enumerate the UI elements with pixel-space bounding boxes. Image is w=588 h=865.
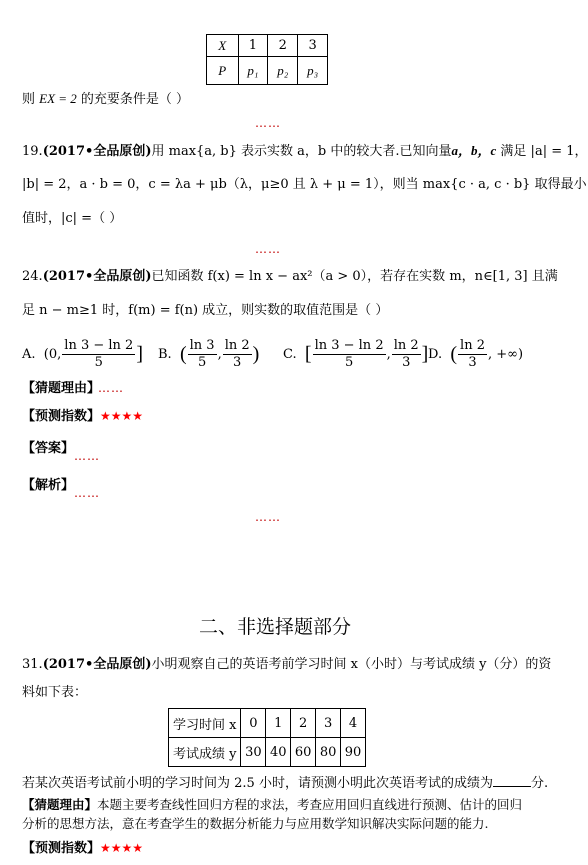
ellipsis-placeholder: …… <box>74 449 100 463</box>
table-cell: p₁ <box>238 57 268 85</box>
table-cell: 3 <box>316 709 341 738</box>
star-rating: ★★★★ <box>100 841 144 855</box>
analysis-label: 【解析】 <box>22 478 75 493</box>
question-source: (2017•全品原创) <box>42 144 152 159</box>
question-19-line-2: |b| = 2，a · b = 0，c = λa + μb（λ，μ≥0 且 λ + μ = 1），则当 max{c · a, c · b} 取得最小 <box>22 177 587 192</box>
table-cell: p₂ <box>268 57 298 85</box>
distribution-table <box>206 34 328 85</box>
table-cell: 4 <box>341 709 366 738</box>
table-cell: 1 <box>266 709 291 738</box>
option-d[interactable]: D. ( $\frac{\ln 2}{3}$ , +∞) <box>428 338 524 370</box>
reason-label: 【猜题理由】 <box>22 381 101 396</box>
ellipsis-divider: …… <box>255 510 281 524</box>
index-label: 【预测指数】★★★★ <box>22 841 144 856</box>
table-cell: 2 <box>291 709 316 738</box>
answer-blank[interactable] <box>493 772 531 787</box>
ellipsis-divider: …… <box>255 242 281 256</box>
reason-line-2: 分析的思想方法，意在考查学生的数据分析能力与应用数学知识解决实际问题的能力. <box>22 816 489 831</box>
question-number: 24. <box>22 269 43 284</box>
table-cell: 90 <box>341 738 366 767</box>
ellipsis-placeholder: …… <box>98 381 124 395</box>
ellipsis-placeholder: …… <box>74 486 100 500</box>
question-number: 19. <box>22 144 43 159</box>
answer-label: 【答案】 <box>22 441 75 456</box>
table-cell: 60 <box>291 738 316 767</box>
study-score-table <box>168 708 366 767</box>
question-31-line-1: 31.(2017•全品原创)小明观察自己的英语考前学习时间 x（小时）与考试成绩 y（分）的资 <box>22 657 552 672</box>
table-cell: p₃ <box>298 57 328 85</box>
table-cell: 3 <box>298 35 328 57</box>
option-b[interactable]: B. ( $\frac{\ln 3}{5}$ , $\frac{\ln 2}{3}$ ) <box>158 338 260 370</box>
fraction: $\frac{\ln 3 - \ln 2}{5}$ <box>314 338 384 370</box>
reason-line-1: 【猜题理由】本题主要考查线性回归方程的求法，考查应用回归直线进行预测、估计的回归 <box>22 797 523 812</box>
table-cell: 考试成绩 y <box>169 738 241 767</box>
reason-label: 【猜题理由】 <box>22 797 98 812</box>
question-condition-line: 则 EX = 2 的充要条件是（ ） <box>22 91 190 107</box>
question-31-line-3: 若某次英语考试前小明的学习时间为 2.5 小时，请预测小明此次英语考试的成绩为 分. <box>22 772 548 793</box>
math-expression: EX = 2 <box>39 91 77 106</box>
ellipsis-divider: …… <box>255 116 281 130</box>
table-cell: 30 <box>241 738 266 767</box>
table-cell: 1 <box>238 35 268 57</box>
fraction: $\frac{\ln 2}{3}$ <box>224 338 250 370</box>
table-cell: X <box>207 35 239 57</box>
question-19-line-1: 19.(2017•全品原创)用 max{a, b} 表示实数 a，b 中的较大者.已知向量a，b，c 满足 |a| = 1， <box>22 143 588 159</box>
question-24-line-2: 足 n − m≥1 时，f(m) = f(n) 成立，则实数的取值范围是（ ） <box>22 303 389 318</box>
fraction: $\frac{\ln 3}{5}$ <box>189 338 215 370</box>
index-label: 【预测指数】★★★★ <box>22 409 144 424</box>
option-c[interactable]: C. [ $\frac{\ln 3 - \ln 2}{5}$ , $\frac{\ln 2}{3}$ ] <box>283 338 429 370</box>
question-31-line-2: 料如下表： <box>22 685 88 700</box>
table-cell: 0 <box>241 709 266 738</box>
table-cell: 2 <box>268 35 298 57</box>
question-19-line-3: 值时，|c| =（ ） <box>22 211 123 226</box>
question-24-line-1: 24.(2017•全品原创)已知函数 f(x) = ln x − ax²（a > 0），若存在实数 m，n∈[1, 3] 且满 <box>22 269 558 284</box>
question-source: (2017•全品原创) <box>42 269 152 284</box>
fraction: $\frac{\ln 2}{3}$ <box>393 338 419 370</box>
star-rating: ★★★★ <box>100 409 144 423</box>
option-a[interactable]: A. (0, $\frac{\ln 3 - \ln 2}{5}$ ] <box>22 338 143 370</box>
table-cell: 80 <box>316 738 341 767</box>
question-number: 31. <box>22 657 43 672</box>
table-cell: P <box>207 57 239 85</box>
section-heading: 二、非选择题部分 <box>198 616 351 638</box>
fraction: $\frac{\ln 3 - \ln 2}{5}$ <box>64 338 134 370</box>
table-cell: 40 <box>266 738 291 767</box>
fraction: $\frac{\ln 2}{3}$ <box>460 338 485 370</box>
question-source: (2017•全品原创) <box>42 657 152 672</box>
table-cell: 学习时间 x <box>169 709 241 738</box>
